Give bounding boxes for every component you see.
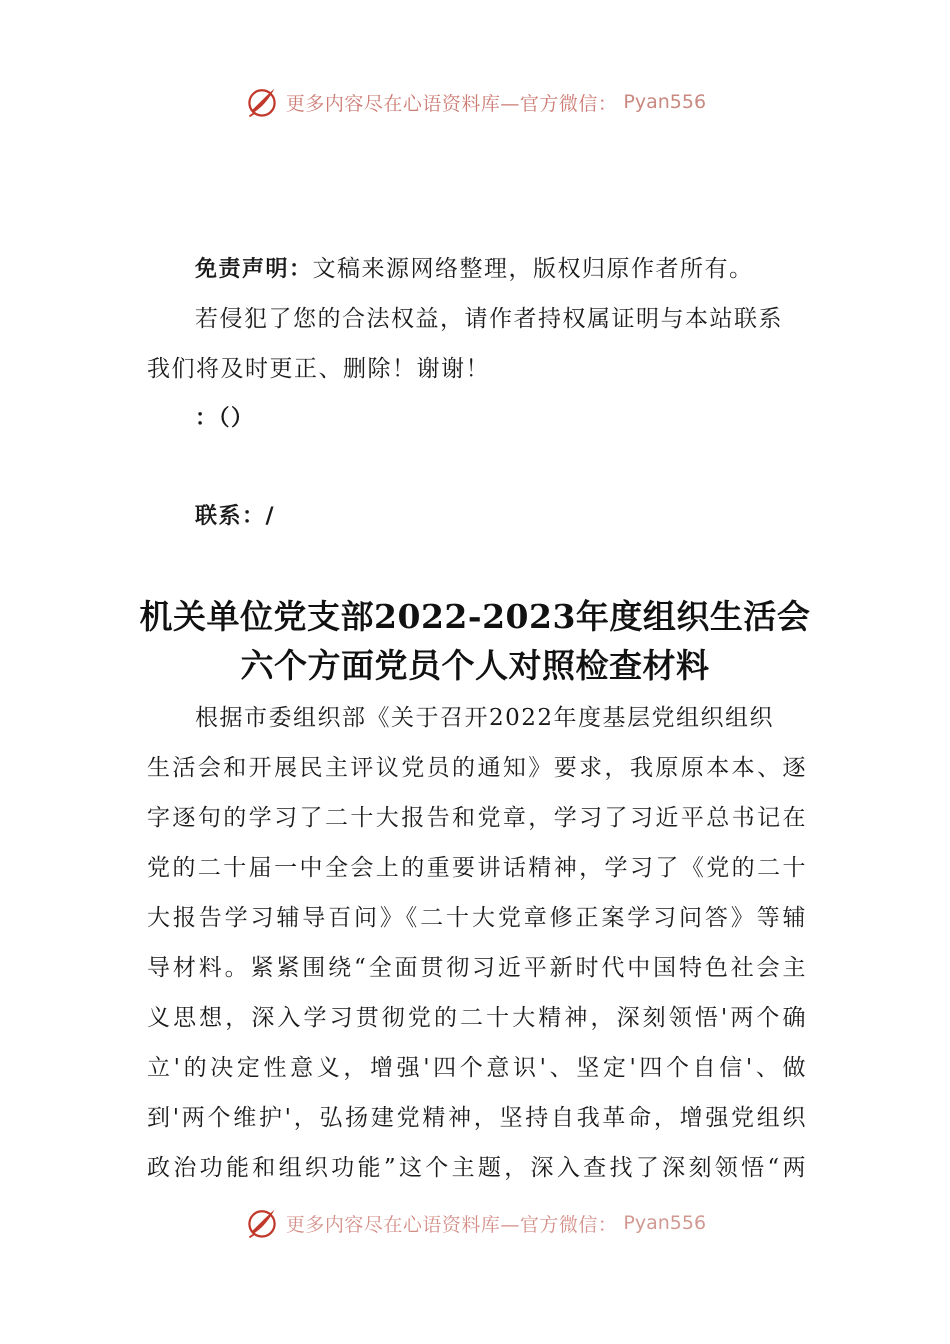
contact-block: [147, 492, 807, 542]
body-line: 根据市委组织部《关于召开2022年度基层党组织组织: [195, 705, 775, 731]
disclaimer-line-4: ：（）: [195, 406, 255, 431]
quill-logo-icon: [244, 1205, 280, 1241]
footer-watermark: [0, 1203, 950, 1243]
disclaimer-label: 免责声明：: [195, 257, 313, 282]
footer-wechat-id: Pyan556: [623, 1212, 707, 1234]
disclaimer-line-1: [147, 244, 807, 294]
footer-watermark-text: 更多内容尽在心语资料库—官方微信：: [285, 1213, 618, 1236]
disclaimer-text: 文稿来源网络整理，版权归原作者所有。: [312, 256, 754, 282]
header-wechat-id: Pyan556: [623, 91, 707, 113]
body-line: 大报告学习辅导百问》《二十大党章修正案学习问答》等辅: [147, 905, 807, 931]
body-line: 政治功能和组织功能”这个主题，深入查找了深刻领悟“两: [147, 1155, 807, 1181]
header-watermark: [0, 82, 950, 122]
contact-label: 联系：/: [195, 504, 276, 529]
body-paragraph: [147, 693, 807, 1193]
quill-logo-icon: [244, 84, 280, 120]
body-line: 字逐句的学习了二十大报告和党章，学习了习近平总书记在: [147, 805, 807, 831]
body-line: 生活会和开展民主评议党员的通知》要求，我原原本本、逐: [147, 755, 807, 781]
body-line: 导材料。紧紧围绕“全面贯彻习近平新时代中国特色社会主: [147, 955, 807, 981]
body-line: 义思想，深入学习贯彻党的二十大精神，深刻领悟'两个确: [147, 1005, 807, 1031]
disclaimer-block: [147, 244, 807, 444]
document-title-line-1: 机关单位党支部2022-2023年度组织生活会: [139, 597, 811, 636]
body-line: 到'两个维护'，弘扬建党精神，坚持自我革命，增强党组织: [147, 1105, 807, 1131]
disclaimer-line-2: 若侵犯了您的合法权益，请作者持权属证明与本站联系: [195, 306, 783, 332]
document-title-line-2: 六个方面党员个人对照检查材料: [240, 646, 710, 685]
header-watermark-text: 更多内容尽在心语资料库—官方微信：: [285, 92, 618, 115]
body-line: 立'的决定性意义，增强'四个意识'、坚定'四个自信'、做: [147, 1055, 807, 1081]
disclaimer-line-3: 我们将及时更正、删除！谢谢！: [147, 356, 490, 382]
body-line: 党的二十届一中全会上的重要讲话精神，学习了《党的二十: [147, 855, 807, 881]
